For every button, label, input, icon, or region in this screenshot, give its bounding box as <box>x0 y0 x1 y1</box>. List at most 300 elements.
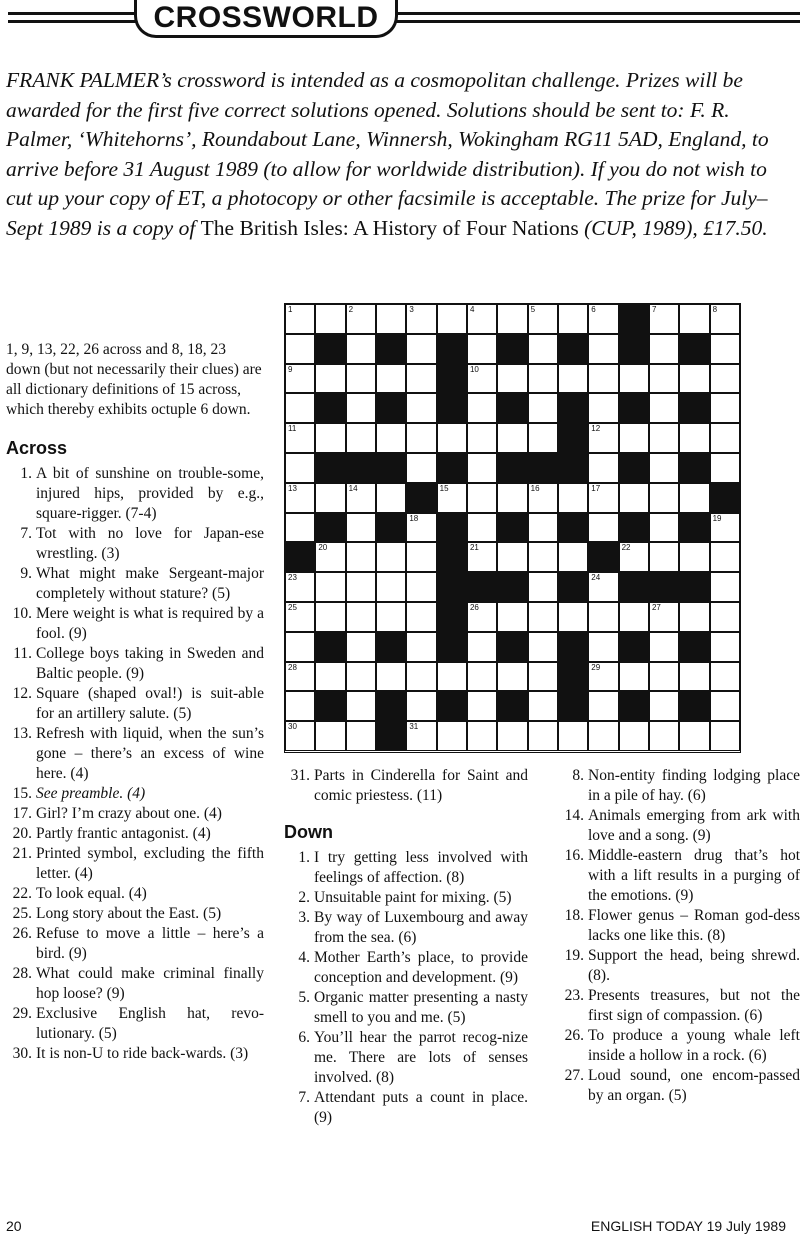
down-heading: Down <box>284 822 333 842</box>
grid-cell[interactable] <box>285 691 315 721</box>
grid-cell[interactable] <box>346 364 376 394</box>
clue-text: Exclusive English hat, revo-lutionary. (5) <box>36 1005 264 1042</box>
grid-cell[interactable] <box>285 662 315 692</box>
down-clue <box>558 806 800 846</box>
prize-book-title: The British Isles: A History of Four Nations <box>200 215 579 240</box>
grid-block <box>649 572 679 602</box>
grid-cell[interactable] <box>619 423 649 453</box>
grid-cell[interactable] <box>679 364 709 394</box>
grid-cell[interactable] <box>406 572 436 602</box>
clue-text: Non-entity finding lodging place in a pile of hay. (6) <box>588 767 800 804</box>
clue-number: 11. <box>13 645 32 662</box>
across-clue <box>6 844 264 884</box>
grid-cell[interactable] <box>467 423 497 453</box>
grid-cell[interactable] <box>376 423 406 453</box>
grid-cell[interactable] <box>679 602 709 632</box>
grid-cell[interactable] <box>649 334 679 364</box>
across-clue <box>6 644 264 684</box>
grid-cell[interactable] <box>710 572 740 602</box>
grid-cell[interactable] <box>467 304 497 334</box>
cell-number: 12 <box>591 424 601 434</box>
middle-column <box>284 766 528 1128</box>
clue-number: 10. <box>12 605 32 622</box>
grid-block <box>376 632 406 662</box>
down-clue-list <box>284 848 528 1128</box>
grid-block <box>558 334 588 364</box>
grid-cell[interactable] <box>649 304 679 334</box>
grid-cell[interactable] <box>710 334 740 364</box>
cell-number: 8 <box>712 305 718 314</box>
clue-text: Support the head, being shrewd. (8). <box>588 947 800 984</box>
grid-cell[interactable] <box>285 632 315 662</box>
across-clue <box>6 924 264 964</box>
across-clue <box>284 766 528 806</box>
grid-cell[interactable] <box>497 662 527 692</box>
grid-cell[interactable] <box>588 423 618 453</box>
grid-cell[interactable] <box>710 513 740 543</box>
across-clue <box>6 824 264 844</box>
grid-cell[interactable] <box>679 542 709 572</box>
grid-block <box>528 453 558 483</box>
grid-cell[interactable] <box>346 393 376 423</box>
grid-cell[interactable] <box>558 542 588 572</box>
grid-cell[interactable] <box>437 662 467 692</box>
clue-number: 13. <box>12 725 32 742</box>
grid-block <box>497 572 527 602</box>
grid-cell[interactable] <box>285 572 315 602</box>
across-heading: Across <box>6 438 68 458</box>
clue-text: Refuse to move a little – here’s a bird. (9) <box>36 925 264 962</box>
clue-text: Mere weight is what is required by a fool. (9) <box>36 605 264 642</box>
grid-block <box>376 393 406 423</box>
grid-cell[interactable] <box>528 632 558 662</box>
grid-cell[interactable] <box>285 602 315 632</box>
grid-cell[interactable] <box>588 393 618 423</box>
clue-number: 2. <box>298 889 310 906</box>
grid-block <box>710 483 740 513</box>
grid-block <box>558 453 588 483</box>
across-clue <box>6 604 264 644</box>
grid-cell[interactable] <box>346 691 376 721</box>
grid-cell[interactable] <box>558 483 588 513</box>
grid-cell[interactable] <box>649 393 679 423</box>
grid-cell[interactable] <box>588 453 618 483</box>
grid-cell[interactable] <box>285 334 315 364</box>
clue-text: What could make criminal finally hop loose? (9) <box>36 965 264 1002</box>
grid-cell[interactable] <box>528 662 558 692</box>
grid-cell[interactable] <box>285 423 315 453</box>
grid-cell[interactable] <box>315 304 345 334</box>
grid-block <box>376 721 406 751</box>
intro-text: FRANK PALMER’s crossword is intended as a cosmopolitan challenge. Prizes will be awarded for the first five correct solutions opened. Solutions should be sent to: F. R. Palmer, ‘Whitehorns’, Roundabout Lane, Winnersh, Wokingham RG11 5AD, England, to arrive before 31 August 1989 (to allow for worldwide distribution). If you do not wish to cut up your copy of ET, a photocopy or other facsimile is acceptable. The prize for July–Sept 1989 is a copy of <box>6 68 769 240</box>
grid-block <box>679 513 709 543</box>
grid-cell[interactable] <box>528 304 558 334</box>
grid-cell[interactable] <box>406 334 436 364</box>
grid-cell[interactable] <box>467 483 497 513</box>
clue-text: Long story about the East. (5) <box>36 905 222 922</box>
grid-cell[interactable] <box>710 542 740 572</box>
grid-cell[interactable] <box>346 483 376 513</box>
clue-number: 27. <box>564 1067 584 1084</box>
grid-cell[interactable] <box>588 662 618 692</box>
grid-cell[interactable] <box>528 602 558 632</box>
down-clue <box>284 948 528 988</box>
across-clue <box>6 564 264 604</box>
cell-number: 5 <box>530 305 536 314</box>
grid-cell[interactable] <box>406 453 436 483</box>
grid-cell[interactable] <box>619 542 649 572</box>
across-clue <box>6 884 264 904</box>
cell-number: 13 <box>288 483 297 493</box>
grid-cell[interactable] <box>285 453 315 483</box>
grid-cell[interactable] <box>710 721 740 751</box>
cell-number: 17 <box>591 483 601 493</box>
grid-cell[interactable] <box>497 423 527 453</box>
grid-cell[interactable] <box>406 513 436 543</box>
grid-block <box>679 393 709 423</box>
grid-block <box>437 453 467 483</box>
grid-cell[interactable] <box>710 393 740 423</box>
grid-cell[interactable] <box>619 721 649 751</box>
grid-cell[interactable] <box>528 393 558 423</box>
grid-cell[interactable] <box>285 393 315 423</box>
grid-cell[interactable] <box>346 513 376 543</box>
grid-cell[interactable] <box>528 572 558 602</box>
clue-number: 12. <box>12 685 32 702</box>
right-column <box>558 766 800 1106</box>
grid-cell[interactable] <box>558 364 588 394</box>
grid-cell[interactable] <box>437 721 467 751</box>
grid-cell[interactable] <box>528 364 558 394</box>
grid-cell[interactable] <box>376 542 406 572</box>
grid-cell[interactable] <box>710 632 740 662</box>
grid-block <box>497 334 527 364</box>
cell-number: 9 <box>288 364 293 374</box>
page-number: 20 <box>6 1218 22 1234</box>
clue-number: 4. <box>298 949 310 966</box>
clue-text: Middle-eastern drug that’s hot with a lift results in a purging of the emotions. (9) <box>588 847 800 904</box>
cell-number: 14 <box>348 483 358 493</box>
cell-number: 18 <box>409 513 419 523</box>
cell-number: 31 <box>409 722 419 732</box>
grid-cell[interactable] <box>558 721 588 751</box>
grid-block <box>619 453 649 483</box>
grid-cell[interactable] <box>528 691 558 721</box>
clue-number: 14. <box>564 807 584 824</box>
grid-block <box>437 513 467 543</box>
grid-block <box>315 334 345 364</box>
grid-cell[interactable] <box>406 632 436 662</box>
intro-paragraph <box>6 66 796 243</box>
grid-cell[interactable] <box>437 423 467 453</box>
clue-text: Square (shaped oval!) is suit-able for an artillery salute. (5) <box>36 685 264 722</box>
grid-cell[interactable] <box>619 483 649 513</box>
grid-cell[interactable] <box>285 721 315 751</box>
cell-number: 30 <box>288 722 297 732</box>
grid-cell[interactable] <box>467 513 497 543</box>
clue-text: Unsuitable paint for mixing. (5) <box>314 889 512 906</box>
grid-cell[interactable] <box>467 602 497 632</box>
grid-block <box>315 453 345 483</box>
grid-cell[interactable] <box>588 602 618 632</box>
down-clue <box>284 1028 528 1088</box>
cell-number: 2 <box>348 305 354 314</box>
intro-text-end: (CUP, 1989), £17.50. <box>584 215 768 240</box>
clue-number: 1. <box>298 849 310 866</box>
grid-block <box>315 513 345 543</box>
grid-cell[interactable] <box>406 364 436 394</box>
grid-cell[interactable] <box>406 542 436 572</box>
grid-cell[interactable] <box>710 423 740 453</box>
grid-cell[interactable] <box>649 662 679 692</box>
grid-cell[interactable] <box>315 721 345 751</box>
across-clue-list <box>6 464 264 1064</box>
grid-cell[interactable] <box>588 483 618 513</box>
grid-cell[interactable] <box>467 393 497 423</box>
down-clue <box>558 1026 800 1066</box>
grid-block <box>558 513 588 543</box>
clue-text: You’ll hear the parrot recog-nize me. There are lots of senses involved. (8) <box>314 1029 528 1086</box>
grid-block <box>558 423 588 453</box>
clue-text: Animals emerging from ark with love and a song. (9) <box>588 807 800 844</box>
grid-cell[interactable] <box>558 304 588 334</box>
clue-text: See preamble. (4) <box>36 785 146 802</box>
grid-cell[interactable] <box>528 483 558 513</box>
clue-number: 19. <box>564 947 584 964</box>
clue-number: 23. <box>564 987 584 1004</box>
grid-block <box>497 691 527 721</box>
grid-cell[interactable] <box>467 364 497 394</box>
grid-block <box>679 691 709 721</box>
clue-text: Partly frantic antagonist. (4) <box>36 825 211 842</box>
grid-cell[interactable] <box>679 304 709 334</box>
grid-cell[interactable] <box>649 513 679 543</box>
grid-cell[interactable] <box>649 721 679 751</box>
grid-cell[interactable] <box>376 662 406 692</box>
cell-number: 4 <box>469 305 475 314</box>
banner-rule <box>396 12 800 15</box>
clue-number: 26. <box>12 925 32 942</box>
grid-cell[interactable] <box>710 662 740 692</box>
grid-cell[interactable] <box>467 721 497 751</box>
grid-cell[interactable] <box>315 602 345 632</box>
grid-block <box>376 334 406 364</box>
grid-cell[interactable] <box>376 304 406 334</box>
grid-cell[interactable] <box>528 721 558 751</box>
cell-number: 7 <box>651 305 657 314</box>
grid-cell[interactable] <box>649 691 679 721</box>
grid-block <box>619 334 649 364</box>
grid-cell[interactable] <box>679 483 709 513</box>
clue-text: I try getting less involved with feelings of affection. (8) <box>314 849 528 886</box>
grid-cell[interactable] <box>649 423 679 453</box>
grid-cell[interactable] <box>285 364 315 394</box>
grid-block <box>376 513 406 543</box>
cell-number: 10 <box>469 364 479 374</box>
grid-cell[interactable] <box>406 721 436 751</box>
grid-cell[interactable] <box>619 602 649 632</box>
clue-text: Organic matter presenting a nasty smell to you and me. (5) <box>314 989 528 1026</box>
grid-cell[interactable] <box>376 602 406 632</box>
grid-cell[interactable] <box>528 334 558 364</box>
grid-cell[interactable] <box>346 721 376 751</box>
grid-block <box>497 393 527 423</box>
grid-cell[interactable] <box>315 364 345 394</box>
magazine-issue: ENGLISH TODAY 19 July 1989 <box>590 1218 786 1234</box>
cell-number: 29 <box>591 662 601 672</box>
grid-cell[interactable] <box>497 483 527 513</box>
cell-number: 15 <box>439 483 449 493</box>
grid-cell[interactable] <box>710 304 740 334</box>
grid-cell[interactable] <box>588 572 618 602</box>
clue-text: Girl? I’m crazy about one. (4) <box>36 805 222 822</box>
clue-text: Tot with no love for Japan-ese wrestling. (3) <box>36 525 264 562</box>
grid-cell[interactable] <box>376 572 406 602</box>
grid-cell[interactable] <box>710 691 740 721</box>
grid-block <box>437 393 467 423</box>
grid-cell[interactable] <box>406 304 436 334</box>
grid-cell[interactable] <box>588 691 618 721</box>
clue-number: 21. <box>12 845 32 862</box>
clue-number: 9. <box>20 565 32 582</box>
clue-number: 17. <box>12 805 32 822</box>
grid-cell[interactable] <box>406 662 436 692</box>
clue-text: To look equal. (4) <box>36 885 147 902</box>
grid-cell[interactable] <box>315 572 345 602</box>
grid-block <box>315 691 345 721</box>
grid-cell[interactable] <box>619 364 649 394</box>
grid-cell[interactable] <box>497 304 527 334</box>
grid-cell[interactable] <box>588 304 618 334</box>
grid-cell[interactable] <box>588 364 618 394</box>
grid-block <box>437 364 467 394</box>
grid-cell[interactable] <box>406 423 436 453</box>
cell-number: 16 <box>530 483 540 493</box>
grid-cell[interactable] <box>649 632 679 662</box>
grid-block <box>376 691 406 721</box>
grid-cell[interactable] <box>467 662 497 692</box>
grid-cell[interactable] <box>619 662 649 692</box>
grid-cell[interactable] <box>558 602 588 632</box>
grid-cell[interactable] <box>467 542 497 572</box>
grid-cell[interactable] <box>346 632 376 662</box>
grid-cell[interactable] <box>437 304 467 334</box>
banner-rule <box>396 20 800 23</box>
grid-cell[interactable] <box>710 453 740 483</box>
clue-text: Presents treasures, but not the first sign of compassion. (6) <box>588 987 800 1024</box>
clue-number: 7. <box>20 525 32 542</box>
grid-cell[interactable] <box>649 483 679 513</box>
grid-block <box>619 572 649 602</box>
clue-number: 6. <box>298 1029 310 1046</box>
grid-cell[interactable] <box>437 483 467 513</box>
clue-number: 8. <box>572 767 584 784</box>
clue-number: 31. <box>290 767 310 784</box>
clue-text: Refresh with liquid, when the sun’s gone – there’s an excess of wine here. (4) <box>36 725 264 782</box>
grid-cell[interactable] <box>649 542 679 572</box>
grid-cell[interactable] <box>588 334 618 364</box>
grid-cell[interactable] <box>346 572 376 602</box>
grid-cell[interactable] <box>679 423 709 453</box>
grid-cell[interactable] <box>406 691 436 721</box>
down-clue <box>558 766 800 806</box>
grid-cell[interactable] <box>467 334 497 364</box>
grid-cell[interactable] <box>497 364 527 394</box>
grid-cell[interactable] <box>346 602 376 632</box>
grid-cell[interactable] <box>497 542 527 572</box>
grid-cell[interactable] <box>588 513 618 543</box>
grid-block <box>558 572 588 602</box>
grid-cell[interactable] <box>649 364 679 394</box>
grid-block <box>376 453 406 483</box>
grid-cell[interactable] <box>376 483 406 513</box>
grid-block <box>467 572 497 602</box>
grid-cell[interactable] <box>528 542 558 572</box>
title-pill <box>134 0 398 38</box>
cell-number: 22 <box>621 543 631 553</box>
grid-block <box>315 393 345 423</box>
grid-block <box>406 483 436 513</box>
grid-cell[interactable] <box>497 721 527 751</box>
grid-cell[interactable] <box>406 602 436 632</box>
crossword-grid-container <box>284 303 739 750</box>
cell-number: 27 <box>651 602 661 612</box>
grid-cell[interactable] <box>710 364 740 394</box>
grid-cell[interactable] <box>528 423 558 453</box>
grid-cell[interactable] <box>285 304 315 334</box>
clue-text: Flower genus – Roman god-dess lacks one like this. (8) <box>588 907 800 944</box>
cell-number: 21 <box>469 543 479 553</box>
grid-cell[interactable] <box>679 721 709 751</box>
grid-cell[interactable] <box>346 542 376 572</box>
grid-cell[interactable] <box>346 304 376 334</box>
grid-cell[interactable] <box>346 662 376 692</box>
grid-cell[interactable] <box>710 602 740 632</box>
grid-cell[interactable] <box>679 662 709 692</box>
preamble: 1, 9, 13, 22, 26 across and 8, 18, 23 down (but not necessarily their clues) are all dictionary definitions of 15 across, which thereby exhibits octuple 6 down. <box>6 341 262 418</box>
grid-cell[interactable] <box>497 602 527 632</box>
grid-cell[interactable] <box>315 662 345 692</box>
grid-cell[interactable] <box>346 423 376 453</box>
grid-cell[interactable] <box>285 513 315 543</box>
across-clue-list-continued <box>284 766 528 806</box>
grid-cell[interactable] <box>649 602 679 632</box>
across-clue <box>6 724 264 784</box>
grid-cell[interactable] <box>649 453 679 483</box>
grid-cell[interactable] <box>588 721 618 751</box>
grid-cell[interactable] <box>528 513 558 543</box>
clue-text: Mother Earth’s place, to provide conception and development. (9) <box>314 949 528 986</box>
grid-cell[interactable] <box>285 483 315 513</box>
grid-cell[interactable] <box>315 423 345 453</box>
down-clue <box>558 986 800 1026</box>
grid-cell[interactable] <box>467 691 497 721</box>
clue-number: 3. <box>298 909 310 926</box>
grid-cell[interactable] <box>588 632 618 662</box>
grid-cell[interactable] <box>467 453 497 483</box>
grid-cell[interactable] <box>315 483 345 513</box>
clue-number: 5. <box>298 989 310 1006</box>
grid-cell[interactable] <box>315 542 345 572</box>
crossword-grid <box>284 303 741 753</box>
grid-cell[interactable] <box>346 334 376 364</box>
grid-cell[interactable] <box>467 632 497 662</box>
grid-cell[interactable] <box>376 364 406 394</box>
grid-block <box>679 334 709 364</box>
grid-block <box>619 513 649 543</box>
grid-cell[interactable] <box>406 393 436 423</box>
down-clue <box>284 1088 528 1128</box>
